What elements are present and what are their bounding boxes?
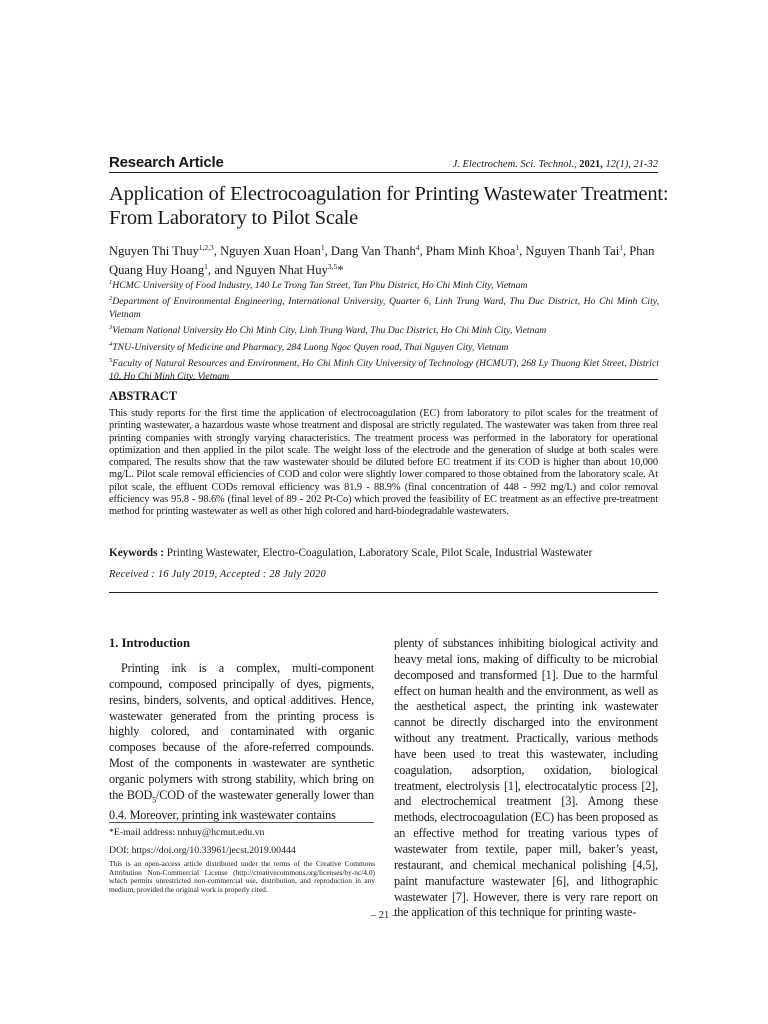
author-separator: , bbox=[519, 244, 526, 259]
affiliation-text: Department of Environmental Engineering, International University, Quarter 6, Linh Trung Ward, Thu Duc District, Ho Chi Minh City, Vietnam bbox=[109, 296, 659, 321]
affiliation-text: Vietnam National University Ho Chi Minh City, Linh Trung Ward, Thu Duc District, Ho Chi Minh City, Vietnam bbox=[112, 325, 547, 337]
abstract-top-divider bbox=[109, 379, 658, 380]
footnote-doi: DOI: https://doi.org/10.33961/jecst.2019.00444 bbox=[109, 845, 296, 856]
body-left-subscript: 5 bbox=[152, 795, 156, 805]
keywords-text: Printing Wastewater, Electro-Coagulation, Laboratory Scale, Pilot Scale, Industrial Wastewater bbox=[164, 547, 593, 559]
affiliation bbox=[109, 338, 659, 354]
page-number: – 21 – bbox=[370, 910, 398, 921]
author-affiliation-marker: 1 bbox=[619, 243, 623, 252]
affiliation bbox=[109, 292, 659, 321]
keywords-label: Keywords : bbox=[109, 547, 164, 559]
author-separator: , bbox=[419, 244, 426, 259]
author-separator: , and bbox=[207, 263, 236, 278]
affiliation-text: Faculty of Natural Resources and Environment, Ho Chi Minh City University of Technology (HCMUT), 268 Ly Thuong Kiet Street, District 10, Ho Chi Minh City, Vietnam bbox=[109, 358, 659, 383]
journal-citation bbox=[453, 159, 658, 170]
body-column-left bbox=[109, 661, 374, 824]
journal-volume-pages: 12(1), 21-32 bbox=[605, 159, 658, 170]
author-name: Nguyen Xuan Hoan bbox=[220, 244, 321, 259]
author-name: Dang Van Thanh bbox=[330, 244, 416, 259]
author-affiliation-marker: 1 bbox=[204, 262, 208, 272]
abstract-bottom-divider bbox=[109, 592, 658, 593]
affiliation-marker: 4 bbox=[109, 340, 113, 348]
journal-name: J. Electrochem. Sci. Technol., bbox=[452, 159, 577, 170]
affiliation bbox=[109, 276, 659, 292]
author-affiliation-marker: 1,2,3 bbox=[198, 243, 214, 252]
affiliation-marker: 3 bbox=[109, 324, 113, 332]
section-heading-introduction: 1. Introduction bbox=[109, 636, 190, 650]
affiliation-text: HCMC University of Food Industry, 140 Le Trong Tan Street, Tan Phu District, Ho Chi Minh City, Vietnam bbox=[112, 280, 528, 292]
footnote-divider bbox=[109, 822, 374, 823]
keywords bbox=[109, 547, 664, 559]
abstract-heading: ABSTRACT bbox=[109, 389, 178, 403]
abstract-text: This study reports for the first time the application of electrocoagulation (EC) from laboratory to pilot scales for the treatment of printing wastewater, a hazardous waste whose treatment and disposal are strictly regulated. The wastewater was taken from three real printing companies with strongly varying characteristics. The treatment process was performed in the laboratory for operational optimization and then applied in the pilot scale. The weight loss of the electrode and the generation of sludge at both scales were compared. The results show that the raw wastewater should be diluted before EC treatment if its COD is higher than about 10,000 mg/L. Pilot scale removal efficiencies of COD and color were slightly lower compared to those obtained from the laboratory scale. At pilot scale, the effluent CODs removal efficiency was 81.9 - 88.9% (final concentration of 448 - 992 mg/L) and color removal efficiency was 95.8 - 98.6% (final level of 89 - 202 Pt-Co) which proved the feasibility of EC treatment as an effective pre-treatment method for printing wastewater as well as other high colored and hard-biodegradable wastewaters. bbox=[109, 408, 658, 518]
affiliation-list bbox=[109, 276, 659, 383]
affiliation-marker: 1 bbox=[109, 279, 113, 286]
author-separator: , bbox=[324, 244, 331, 259]
affiliation-marker: 5 bbox=[109, 356, 113, 364]
running-header bbox=[109, 154, 658, 171]
author-name: Phan Quang Huy Hoang bbox=[109, 244, 655, 278]
author-name: Nguyen Nhat Huy bbox=[235, 263, 328, 278]
title-line-2: From Laboratory to Pilot Scale bbox=[109, 207, 359, 229]
article-type: Research Article bbox=[109, 154, 224, 171]
body-left-text-2: /COD of the wastewater generally lower than 0.4. Moreover, printing ink wastewater contains bbox=[109, 787, 374, 823]
author-affiliation-marker: 3,5 bbox=[327, 262, 338, 272]
header-divider bbox=[109, 172, 658, 173]
author-name: Nguyen Thi Thuy bbox=[109, 244, 199, 259]
body-column-right: plenty of substances inhibiting biological activity and heavy metal ions, making of difficulty to be microbial decomposed and transformed [1]. Due to the harmful effect on human health and the environment, as well as the aesthetical aspect, the printing ink wastewater cannot be directly discharged into the environment without any treatment. Practically, various methods have been used to treat this wastewater, including coagulation, adsorption, oxidation, biological treatment, electrolysis [1], electrocatalytic process [2], and electrochemical treatment [3]. Among these methods, electrocoagulation (EC) has been proposed as an effective method for treating various types of wastewater from textile, paper mill, baker’s yeast, restaurant, and chemical mechanical polishing [4,5], paint manufacture wastewater [6], and lithographic wastewater [7]. However, there is very rare report on the application of this technique for printing waste- bbox=[394, 636, 658, 920]
author-affiliation-marker: 4 bbox=[415, 243, 420, 252]
author-name: Pham Minh Khoa bbox=[425, 244, 516, 259]
author-separator: , bbox=[622, 244, 630, 259]
author-separator: * bbox=[337, 263, 344, 278]
author-affiliation-marker: 1 bbox=[320, 243, 325, 252]
author-list bbox=[109, 240, 661, 278]
author-separator: , bbox=[213, 244, 221, 259]
author-name: Nguyen Thanh Tai bbox=[525, 244, 620, 259]
footnote-email: *E-mail address: nnhuy@hcmut.edu.vn bbox=[109, 827, 265, 838]
footnote-license: This is an open-access article distributed under the terms of the Creative Commons Attribution Non-Commercial License (http://creativecommons.org/licenses/by-nc/4.0) which permits unrestricted non-commercial use, distribution, and reproduction in any medium, provided the original work is properly cited. bbox=[109, 859, 375, 894]
journal-year: 2021, bbox=[579, 159, 603, 170]
title-line-1: Application of Electrocoagulation for Printing Wastewater Treatment: bbox=[109, 183, 669, 205]
received-dates: Received : 16 July 2019, Accepted : 28 July 2020 bbox=[109, 569, 326, 580]
affiliation bbox=[109, 321, 659, 337]
affiliation-marker: 2 bbox=[109, 295, 113, 303]
body-left-text-1: Printing ink is a complex, multi-component compound, composed principally of dyes, pigments, resins, binders, solvents, and optical additives. Hence, wastewater generated from the printing process is highly colored, and contaminated with organic composes because of the afore-referred compounds. Most of the components in wastewater are synthetic organic polymers with strong stability, which bring on the BOD bbox=[109, 661, 374, 802]
affiliation-text: TNU-University of Medicine and Pharmacy, 284 Luong Ngoc Quyen road, Thai Nguyen City, Vietnam bbox=[112, 341, 509, 353]
author-affiliation-marker: 1 bbox=[515, 243, 520, 252]
article-title bbox=[109, 182, 669, 230]
